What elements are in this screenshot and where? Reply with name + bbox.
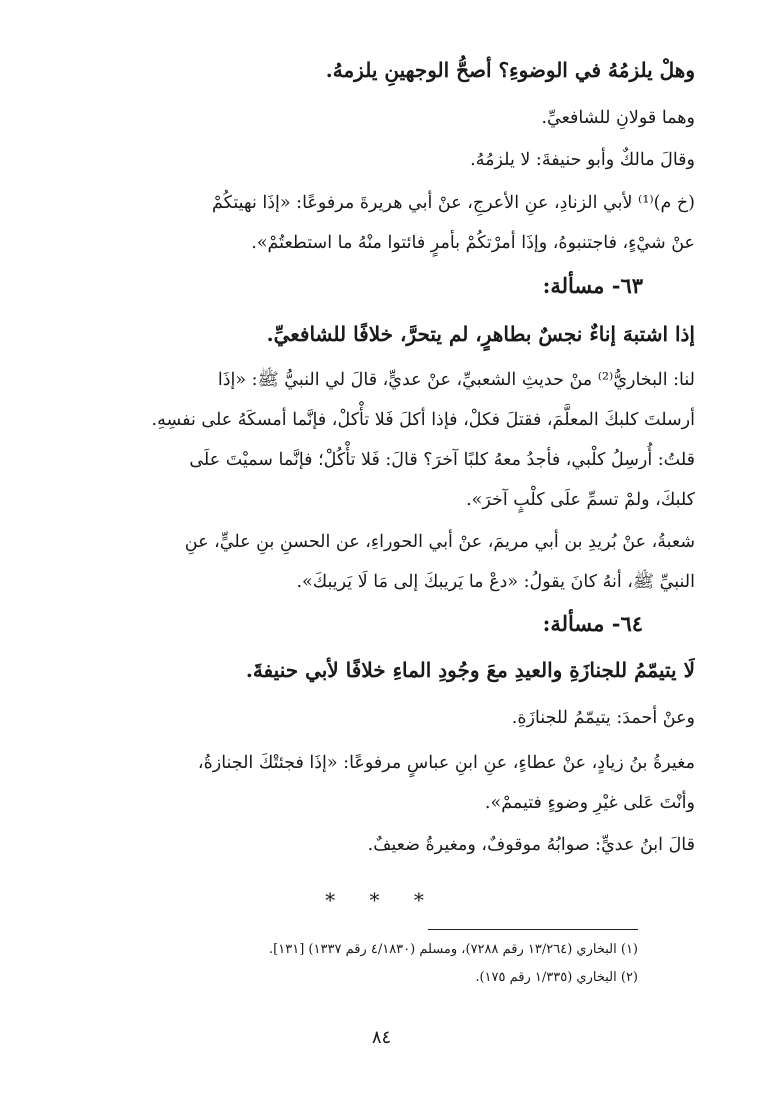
masala-64-heading — [83, 602, 643, 646]
paragraph-ahmad — [75, 698, 695, 738]
footnotes — [78, 936, 638, 992]
paragraph-two-opinions — [75, 98, 695, 138]
heading-text: ٦٣- مسألة: — [542, 273, 643, 298]
paragraph-text: وقالَ مالكٌ وأبو حنيفةَ: لا يلزمُهُ. — [470, 150, 695, 170]
footnote-2: (٢) البخاري (١/٣٣٥ رقم ١٧٥). — [475, 970, 638, 985]
paragraph-malik-abu-hanifa — [75, 140, 695, 180]
hadith-line: لنا: البخاريُّ⁽²⁾ منْ حديثِ الشعبيِّ، عنْ عديٍّ، قالَ لي النبيُّ ﷺ: «إذَا — [217, 370, 695, 390]
hadith-line: أرسلتَ كلبكَ المعلَّمَ، فقتلَ فكلْ، فإذا أكلَ فَلا تأْكلْ، فإنَّما أمسكَهُ على نفسِهِ. — [151, 410, 695, 430]
masala-63-issue — [75, 312, 695, 356]
issue-text: إذا اشتبهَ إناءٌ نجسٌ بطاهرٍ، لم يتحرَّ، خلافًا للشافعيِّ. — [266, 322, 695, 346]
hadith-line: وأنْتَ عَلى غيْرِ وضوءٍ فتيممْ». — [484, 793, 695, 813]
hadith-abu-hurayra — [75, 183, 695, 263]
section-separator-stars: * * * — [325, 888, 438, 912]
hadith-line: النبيِّ ﷺ، أنهُ كانَ يقولُ: «دعْ ما يَريبكَ إلى مَا لَا يَريبكَ». — [296, 572, 695, 592]
paragraph-text: قالَ ابنُ عديٍّ: صوابُهُ موقوفٌ، ومغيرةُ ضعيفٌ. — [367, 835, 695, 855]
masala-63-heading — [83, 264, 643, 308]
hadith-line: شعبةُ، عنْ بُريدِ بن أبي مريمَ، عنْ أبي الحوراءِ، عن الحسنِ بنِ عليٍّ، عنِ — [184, 532, 695, 552]
hadith-line: كلبكَ، ولمْ تسمِّ علَى كلْبٍ آخرَ». — [466, 490, 695, 510]
hadith-line: مغيرةُ بنُ زيادٍ، عنْ عطاءٍ، عنِ ابنِ عباسٍ مرفوعًا: «إذَا فجئتْكَ الجنازةُ، — [197, 753, 695, 773]
question-line — [75, 48, 695, 92]
hadith-line: (خ م)⁽¹⁾ لأبي الزنادِ، عنِ الأعرجِ، عنْ أبي هريرةَ مرفوعًا: «إذَا نهيتكُمْ — [212, 193, 695, 213]
question-text: وهلْ يلزمُهُ في الوضوءِ؟ أصحُّ الوجهينِ يلزمهُ. — [325, 58, 695, 82]
masala-64-issue — [75, 648, 695, 692]
hadith-line: عنْ شيْءٍ، فاجتنبوهُ، وإذَا أمرْتكُمْ بأمرٍ فائتوا منْهُ ما استطعتُمْ». — [251, 233, 695, 253]
footnote-1: (١) البخاري (١٣/٢٦٤ رقم ٧٢٨٨)، ومسلم (٤/١٨٣٠ رقم ١٣٣٧) [١٣١]. — [269, 942, 638, 957]
hadith-adi — [75, 360, 695, 520]
hadith-line: قلتُ: أُرسِلُ كلْبي، فأجدُ معهُ كلبًا آخرَ؟ قالَ: فَلا تأْكُلْ؛ فإنَّما سميْتَ علَى — [189, 450, 695, 470]
paragraph-text: وعنْ أحمدَ: يتيمّمُ للجنازَةِ. — [511, 708, 695, 728]
hadith-hasan — [75, 522, 695, 602]
page-number: ٨٤ — [371, 1027, 392, 1048]
hadith-ibn-abbas — [75, 743, 695, 823]
issue-text: لَا يتيمّمُ للجنازَةِ والعيدِ معَ وجُودِ الماءِ خلافًا لأبي حنيفةَ. — [245, 658, 695, 682]
paragraph-text: وهما قولانِ للشافعيِّ. — [541, 108, 695, 128]
footnote-divider — [428, 929, 638, 930]
paragraph-ibn-adi — [75, 825, 695, 865]
heading-text: ٦٤- مسألة: — [542, 611, 643, 636]
